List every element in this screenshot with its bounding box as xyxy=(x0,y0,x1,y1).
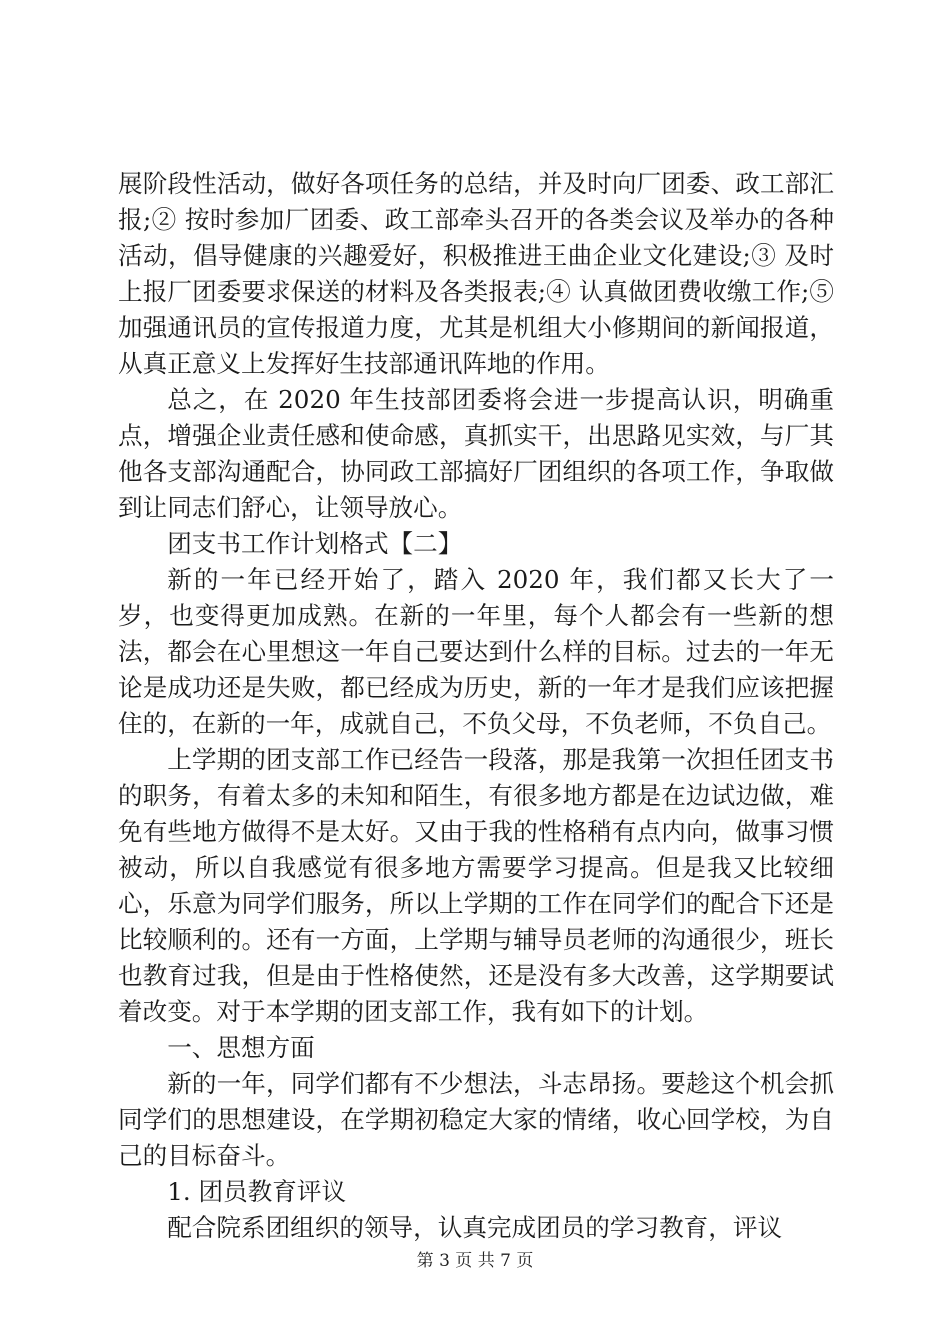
subheading-member-evaluation: 1. 团员教育评议 xyxy=(167,1177,347,1206)
document-body xyxy=(118,166,834,1246)
paragraph-continuation: 展阶段性活动，做好各项任务的总结，并及时向厂团委、政工部汇报;② 按时参加厂团委、政工部牵头召开的各类会议及举办的各种活动，倡导健康的兴趣爱好，积极推进王曲企业文化建设;③ 及时上报厂团委要求保送的材料及各类报表;④ 认真做团费收缴工作;⑤ 加强通讯员的宣传报道力度，尤其是机组大小修期间的新闻报道，从真正意义上发挥好生技部通讯阵地的作用。 xyxy=(118,169,834,378)
page-footer: 第 3 页 共 7 页 xyxy=(416,1251,534,1271)
subheading-thought: 一、思想方面 xyxy=(167,1033,315,1062)
paragraph-thought: 新的一年，同学们都有不少想法，斗志昂扬。要趁这个机会抓同学们的思想建设，在学期初稳定大家的情绪，收心回学校，为自己的目标奋斗。 xyxy=(118,1069,834,1170)
paragraph-last-semester: 上学期的团支部工作已经告一段落，那是我第一次担任团支书的职务，有着太多的未知和陌生，有很多地方都是在边试边做，难免有些地方做得不是太好。又由于我的性格稍有点内向，做事习惯被动，所以自我感觉有很多地方需要学习提高。但是我又比较细心，乐意为同学们服务，所以上学期的工作在同学们的配合下还是比较顺利的。还有一方面，上学期与辅导员老师的沟通很少，班长也教育过我，但是由于性格使然，还是没有多大改善，这学期要试着改变。对于本学期的团支部工作，我有如下的计划。 xyxy=(118,745,834,1026)
section-heading: 团支书工作计划格式【二】 xyxy=(167,529,463,558)
paragraph-member-evaluation: 配合院系团组织的领导，认真完成团员的学习教育，评议 xyxy=(167,1213,783,1242)
paragraph-summary: 总之，在 2020 年生技部团委将会进一步提高认识，明确重点，增强企业责任感和使命感，真抓实干，出思路见实效，与厂其他各支部沟通配合，协同政工部搞好厂团组织的各项工作，争取做到让同志们舒心，让领导放心。 xyxy=(118,385,834,522)
paragraph-new-year: 新的一年已经开始了，踏入 2020 年，我们都又长大了一岁，也变得更加成熟。在新的一年里，每个人都会有一些新的想法，都会在心里想这一年自己要达到什么样的目标。过去的一年无论是成功还是失败，都已经成为历史，新的一年才是我们应该把握住的，在新的一年，成就自己，不负父母，不负老师，不负自己。 xyxy=(118,565,834,738)
